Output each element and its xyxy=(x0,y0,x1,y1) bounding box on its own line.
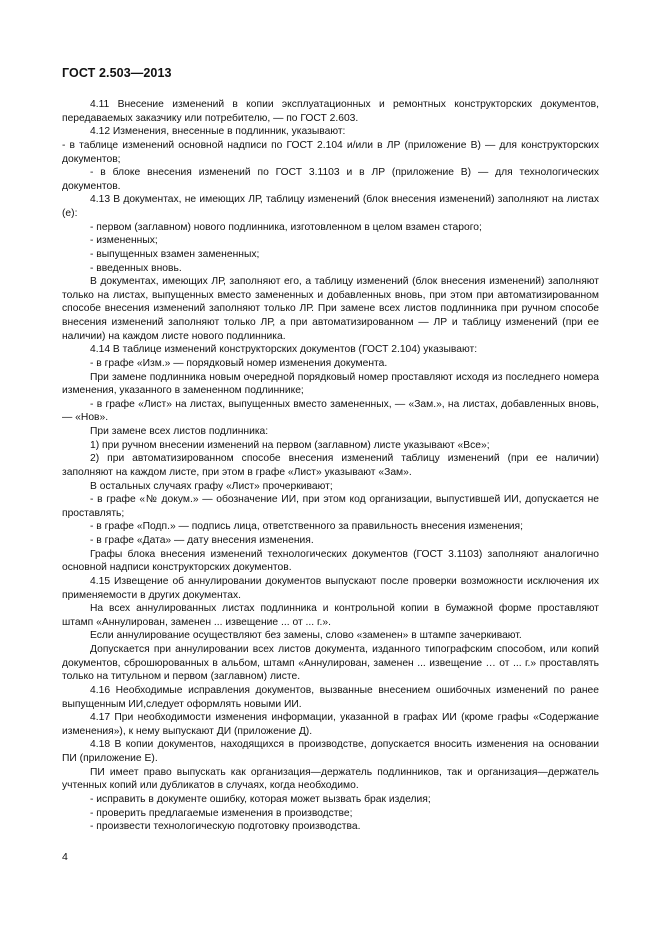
paragraph: - исправить в документе ошибку, которая может вызвать брак изделия; xyxy=(90,793,431,805)
paragraph: - измененных; xyxy=(90,235,158,247)
paragraph: Допускается при аннулировании всех листов документа, изданного типографским способом, или копий документов, сброшюрованных в альбом, штамп «Аннулирован, заменен ... извещение … от ... г.» проставлять только на титульном и первом (заглавном) листе. xyxy=(62,644,599,683)
paragraph: ПИ имеет право выпускать как организация—держатель подлинников, так и организация—держатель учтенных копий или дубликатов в случаях, когда необходимо. xyxy=(62,766,599,792)
paragraph: 4.11 Внесение изменений в копии эксплуатационных и ремонтных конструкторских документов, передаваемых заказчику или потребителю, — по ГОСТ 2.603. xyxy=(62,99,599,124)
paragraph: При замене подлинника новым очередной порядковый номер проставляют исходя из последнего номера изменения, указанного в замененном подлиннике; xyxy=(62,371,599,397)
paragraph: 4.16 Необходимые исправления документов, вызванные внесением ошибочных изменений по ранее выпущенным ИИ,следует оформлять новыми ИИ. xyxy=(62,684,599,710)
paragraph: 2) при автоматизированном способе внесения изменений таблицу изменений (при ее наличии) заполняют на каждом листе, при этом в графе «Лист» указывают «Зам». xyxy=(62,453,599,478)
document-header: ГОСТ 2.503—2013 xyxy=(62,66,172,80)
paragraph: 4.17 При необходимости изменения информации, указанной в графах ИИ (кроме графы «Содержание изменения»), к нему выпускают ДИ (приложение Д). xyxy=(62,712,599,737)
paragraph: - введенных вновь. xyxy=(90,262,182,274)
paragraph: - в графе «Лист» на листах, выпущенных вместо замененных, — «Зам.», на листах, добавленных вновь, — «Нов». xyxy=(62,398,599,424)
paragraph: На всех аннулированных листах подлинника и контрольной копии в бумажной форме проставляют штамп «Аннулирован, заменен ... извещение ... от ... г.». xyxy=(62,603,599,628)
paragraph: - в графе «Подп.» — подпись лица, ответственного за правильность внесения изменения; xyxy=(90,521,523,533)
paragraph: 4.18 В копии документов, находящихся в производстве, допускается вносить изменения на основании ПИ (приложение Е). xyxy=(62,739,599,764)
paragraph: - в графе «№ докум.» — обозначение ИИ, при этом код организации, выпустившей ИИ, допускается не проставлять; xyxy=(62,494,599,519)
paragraph: 4.13 В документах, не имеющих ЛР, таблицу изменений (блок внесения изменений) заполняют на листах (е): xyxy=(62,194,599,219)
paragraph: 4.14 В таблице изменений конструкторских документов (ГОСТ 2.104) указывают: xyxy=(90,344,478,356)
paragraph: - выпущенных взамен замененных; xyxy=(90,248,260,260)
paragraph: 4.12 Изменения, внесенные в подлинник, указывают: xyxy=(90,126,346,138)
paragraph: - в графе «Дата» — дату внесения изменения. xyxy=(90,535,314,546)
paragraph: 1) при ручном внесении изменений на первом (заглавном) листе указывают «Все»; xyxy=(90,439,490,451)
paragraph: - произвести технологическую подготовку производства. xyxy=(90,821,361,833)
paragraph: - в графе «Изм.» — порядковый номер изменения документа. xyxy=(90,357,388,369)
paragraph: Графы блока внесения изменений технологических документов (ГОСТ 3.1103) заполняют аналогично основной надписи конструкторских документов. xyxy=(62,548,599,574)
paragraph: В остальных случаях графу «Лист» прочеркивают; xyxy=(90,480,333,492)
paragraph: 4.15 Извещение об аннулировании документов выпускают после проверки возможности исключения их применяемости в других документах. xyxy=(62,575,599,601)
paragraph: - в блоке внесения изменений по ГОСТ 3.1103 и в ЛР (приложение В) — для технологических документов. xyxy=(62,167,599,192)
document-body xyxy=(62,98,599,834)
paragraph: При замене всех листов подлинника: xyxy=(90,426,269,437)
paragraph: - в таблице изменений основной надписи по ГОСТ 2.104 и/или в ЛР (приложение В) — для конструкторских документов; xyxy=(62,139,599,165)
paragraph: - проверить предлагаемые изменения в производстве; xyxy=(90,807,353,819)
paragraph: В документах, имеющих ЛР, заполняют его, а таблицу изменений (блок внесения изменений) заполняют только на листах, выпущенных вместо замененных и добавленных вновь, при этом при автоматизированном способе внесения изменений заполняют только ЛР. При замене всех листов подлинника при ручном способе внесения изменений заполняют только ЛР, а при автоматизированном — ЛР и таблицу изменений (при ее наличии) на каждом листе нового подлинника. xyxy=(62,276,599,342)
paragraph: Если аннулирование осуществляют без замены, слово «заменен» в штампе зачеркивают. xyxy=(90,630,522,642)
paragraph: - первом (заглавном) нового подлинника, изготовленном в целом взамен старого; xyxy=(90,221,482,233)
page-number: 4 xyxy=(62,851,68,863)
